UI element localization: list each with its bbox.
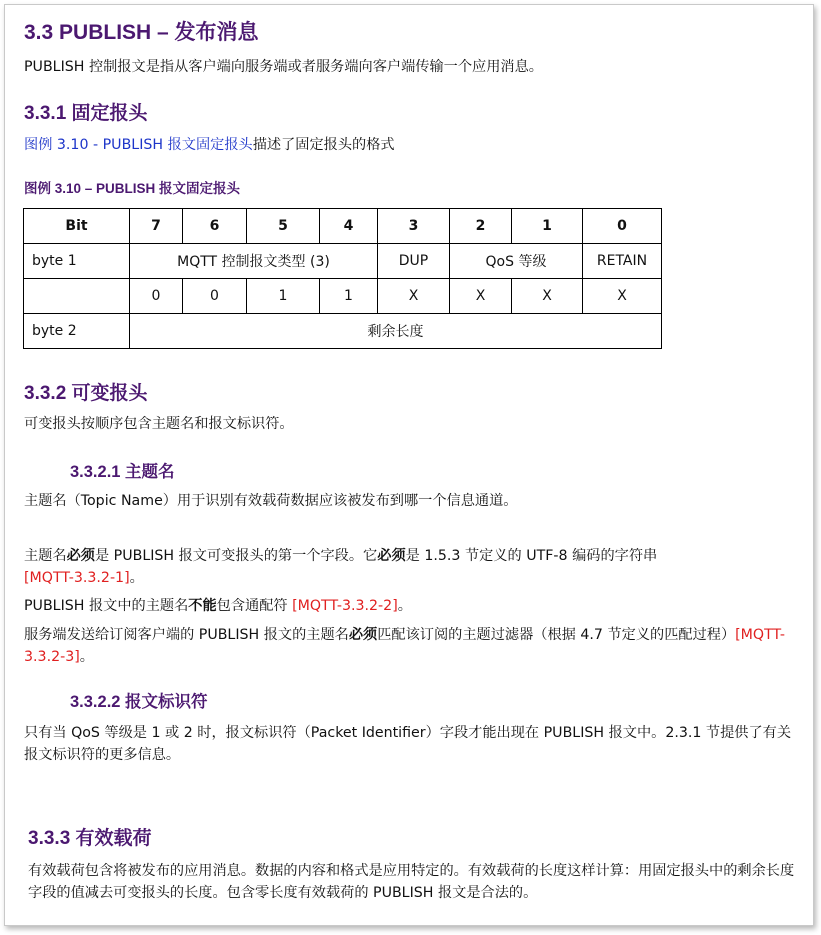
table-row-byte2 <box>24 314 662 349</box>
bit-value-cell: 1 <box>247 279 320 314</box>
text-span: 。 <box>397 598 412 614</box>
conformance-ref[interactable]: [MQTT-3.3.2-2] <box>292 598 398 614</box>
payload-paragraph: 有效载荷包含将被发布的应用消息。数据的内容和格式是应用特定的。有效载荷的长度这样计算：用固定报头中的剩余长度字段的值减去可变报头的长度。包含零长度有效载荷的 PUBLISH 报文是合法的。 <box>28 863 795 901</box>
header-cell: 6 <box>183 209 247 244</box>
bit-value-cell: X <box>583 279 662 314</box>
figure-caption: 图例 3.10 – PUBLISH 报文固定报头 <box>24 181 241 196</box>
qos-cell: QoS 等级 <box>450 244 583 279</box>
emphasis-must: 必须 <box>348 627 378 643</box>
bit-value-cell: 0 <box>183 279 247 314</box>
byte2-label: byte 2 <box>24 314 130 349</box>
topic-name-paragraph-4 <box>24 624 804 668</box>
bit-value-cell: X <box>378 279 450 314</box>
bit-value-cell: X <box>512 279 583 314</box>
values-label-cell <box>24 279 130 314</box>
section-3-3-2-intro: 可变报头按顺序包含主题名和报文标识符。 <box>24 416 294 432</box>
section-3-3-2-1-title: 3.3.2.1 主题名 <box>70 463 175 481</box>
fixed-header-description <box>24 134 395 156</box>
emphasis-must-not: 不能 <box>188 598 217 614</box>
header-cell: 5 <box>247 209 320 244</box>
emphasis-must: 必须 <box>377 548 406 564</box>
section-3-3-intro: PUBLISH 控制报文是指从客户端向服务端或者服务端向客户端传输一个应用消息。 <box>24 59 543 75</box>
section-3-3-3-title: 3.3.3 有效载荷 <box>28 828 152 849</box>
topic-name-paragraph-3 <box>24 595 412 617</box>
text-span: 。 <box>129 570 144 586</box>
link-dash: - <box>88 137 103 153</box>
text-span: 包含通配符 <box>216 598 293 614</box>
text-span: 。 <box>79 649 94 665</box>
figure-title-link[interactable]: PUBLISH 报文固定报头 <box>102 137 253 153</box>
remaining-length-cell: 剩余长度 <box>130 314 662 349</box>
header-cell: 2 <box>450 209 512 244</box>
text-span: 是 PUBLISH 报文可变报头的第一个字段。它 <box>94 548 378 564</box>
bit-value-cell: 0 <box>130 279 183 314</box>
topic-name-paragraph-2 <box>24 545 794 589</box>
packet-identifier-paragraph: 只有当 QoS 等级是 1 或 2 时，报文标识符（Packet Identifier）字段才能出现在 PUBLISH 报文中。2.3.1 节提供了有关报文标识符的更多信息。 <box>24 725 792 763</box>
section-3-3-1-title: 3.3.1 固定报头 <box>24 103 148 124</box>
fixed-header-table <box>23 208 662 349</box>
conformance-ref[interactable]: [MQTT-3.3.2-3] <box>24 627 785 665</box>
retain-cell: RETAIN <box>583 244 662 279</box>
text-span: 匹配该订阅的主题过滤器（根据 4.7 节定义的匹配过程） <box>377 627 736 643</box>
table-row-byte1 <box>24 244 662 279</box>
text-span: 服务端发送给订阅客户端的 PUBLISH 报文的主题名 <box>24 627 349 643</box>
topic-name-paragraph-1: 主题名（Topic Name）用于识别有效载荷数据应该被发布到哪一个信息通道。 <box>24 493 518 509</box>
conformance-ref[interactable]: [MQTT-3.3.2-1] <box>24 570 130 586</box>
description-text: 描述了固定报头的格式 <box>252 137 395 153</box>
bit-value-cell: X <box>450 279 512 314</box>
emphasis-must: 必须 <box>66 548 95 564</box>
table-row-values <box>24 279 662 314</box>
bit-value-cell: 1 <box>320 279 378 314</box>
dup-cell: DUP <box>378 244 450 279</box>
table-header-row <box>24 209 662 244</box>
header-cell: 3 <box>378 209 450 244</box>
text-span: 主题名 <box>24 548 67 564</box>
header-cell: 1 <box>512 209 583 244</box>
figure-link[interactable]: 图例 3.10 <box>24 137 89 153</box>
section-3-3-2-2-title: 3.3.2.2 报文标识符 <box>70 693 208 711</box>
header-cell: 0 <box>583 209 662 244</box>
header-cell: 4 <box>320 209 378 244</box>
header-cell: 7 <box>130 209 183 244</box>
section-3-3-title: 3.3 PUBLISH – 发布消息 <box>24 21 259 44</box>
header-cell: Bit <box>24 209 130 244</box>
section-3-3-2-title: 3.3.2 可变报头 <box>24 383 148 404</box>
control-packet-type-cell: MQTT 控制报文类型 (3) <box>130 244 378 279</box>
text-span: 是 1.5.3 节定义的 UTF-8 编码的字符串 <box>405 548 658 564</box>
byte1-label: byte 1 <box>24 244 130 279</box>
text-span: PUBLISH 报文中的主题名 <box>24 598 189 614</box>
